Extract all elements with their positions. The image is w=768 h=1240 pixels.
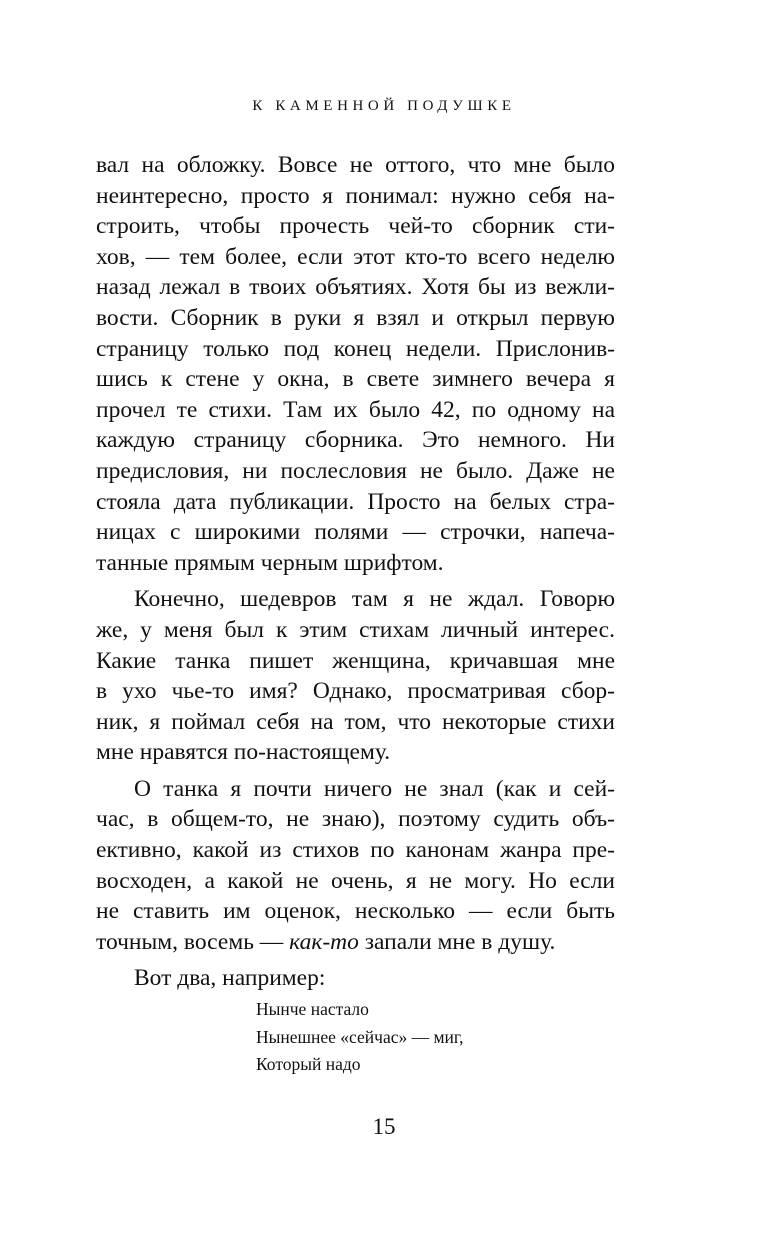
text-line-with-italic [96, 927, 615, 958]
text-line: не ставить им оценок, несколько — если быть [96, 898, 615, 925]
text-line: строить, чтобы прочесть чей-то сборник сти- [96, 213, 615, 240]
page-number: 15 [372, 1114, 396, 1139]
text-line: каждую страницу сборника. Это немного. Ни [96, 427, 615, 454]
text-line: же, у меня был к этим стихам личный интерес. [96, 616, 615, 643]
text-line: Какие танка пишет женщина, кричавшая мне [96, 647, 615, 674]
text-line: назад лежал в твоих объятиях. Хотя бы из вежли- [96, 274, 615, 301]
text-line: Конечно, шедевров там я не ждал. Говорю [134, 586, 615, 613]
italic-phrase: как-то [289, 928, 359, 955]
text-line: предисловия, ни послесловия не было. Даже не [96, 457, 615, 484]
poem-excerpt [256, 996, 464, 1079]
text-line: вости. Сборник в руки я взял и открыл первую [96, 304, 615, 331]
paragraph-1 [96, 150, 615, 578]
paragraph-3 [96, 774, 615, 958]
paragraph-4 [96, 963, 615, 994]
text-run: точным, восемь — [96, 928, 290, 955]
text-line: неинтересно, просто я понимал: нужно себя на- [96, 182, 615, 209]
paragraph-2 [96, 584, 615, 768]
body-text [96, 150, 615, 994]
text-line: ницах с широкими полями — строчки, напеча- [96, 519, 615, 546]
text-line: прочел те стихи. Там их было 42, по одному на [96, 396, 615, 423]
verse-line: Который надо [256, 1054, 361, 1074]
text-line: в ухо чье-то имя? Однако, просматривая сбор- [96, 678, 615, 705]
text-run: запали мне в душу. [358, 928, 556, 955]
verse-line: Нынешнее «сейчас» — миг, [256, 1026, 464, 1047]
text-line: восходен, а какой не очень, я не могу. Но если [96, 867, 615, 894]
text-line: шись к стене у окна, в свете зимнего вечера я [96, 366, 615, 393]
text-line: мне нравятся по-настоящему. [96, 739, 391, 766]
text-line: ник, я поймал себя на том, что некоторые стихи [96, 708, 615, 735]
text-line: О танка я почти ничего не знал (как и сей- [134, 775, 615, 802]
text-line: танные прямым черным шрифтом. [96, 549, 444, 576]
text-line: стояла дата публикации. Просто на белых стра- [96, 488, 615, 515]
text-line: вал на обложку. Вовсе не оттого, что мне было [96, 152, 615, 178]
text-line: Вот два, например: [134, 965, 326, 992]
verse-line: Нынче настало [256, 999, 369, 1019]
text-line: страницу только под конец недели. Прислонив- [96, 335, 615, 362]
text-line: час, в общем-то, не знаю), поэтому судить объ- [96, 806, 615, 833]
text-line: хов, — тем более, если этот кто-то всего неделю [96, 243, 615, 270]
text-line: ективно, какой из стихов по канонам жанра пре- [96, 837, 615, 864]
running-title: К КАМЕННОЙ ПОДУШКЕ [252, 98, 516, 114]
